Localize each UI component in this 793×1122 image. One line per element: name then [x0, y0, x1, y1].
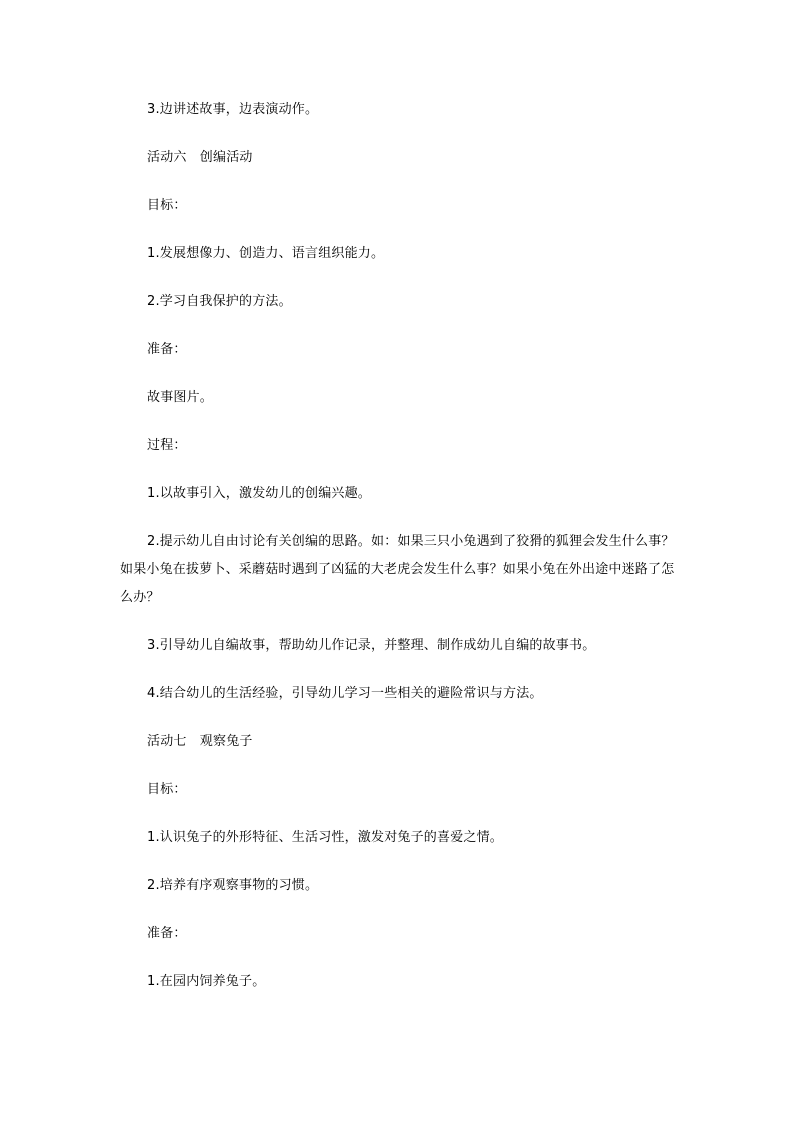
- text-line: 3.引导幼儿自编故事，帮助幼儿作记录，并整理、制作成幼儿自编的故事书。: [147, 638, 596, 653]
- text-line: 如果小兔在拔萝卜、采蘑菇时遇到了凶猛的大老虎会发生什么事？如果小兔在外出途中迷路了怎: [120, 562, 675, 577]
- section-heading: 活动六 创编活动: [147, 150, 253, 165]
- text-line: 么办？: [120, 590, 160, 605]
- subheading-goals: 目标：: [147, 782, 187, 797]
- text-line: 1.发展想像力、创造力、语言组织能力。: [147, 246, 385, 261]
- text-line: 4.结合幼儿的生活经验，引导幼儿学习一些相关的避险常识与方法。: [147, 686, 543, 701]
- subheading-goals: 目标：: [147, 198, 187, 213]
- text-line: 1.在园内饲养兔子。: [147, 974, 266, 989]
- text-line: 1.认识兔子的外形特征、生活习性，激发对兔子的喜爱之情。: [147, 830, 504, 845]
- section-heading: 活动七 观察兔子: [147, 734, 253, 749]
- subheading-preparation: 准备：: [147, 926, 187, 941]
- text-line: 2.培养有序观察事物的习惯。: [147, 878, 319, 893]
- text-line: 2.学习自我保护的方法。: [147, 294, 292, 309]
- text-line: 故事图片。: [147, 390, 214, 405]
- text-line: 1.以故事引入，激发幼儿的创编兴趣。: [147, 486, 372, 501]
- subheading-preparation: 准备：: [147, 342, 187, 357]
- text-line: 3.边讲述故事，边表演动作。: [147, 102, 319, 117]
- subheading-process: 过程：: [147, 438, 187, 453]
- text-line: 2.提示幼儿自由讨论有关创编的思路。如：如果三只小兔遇到了狡猾的狐狸会发生什么事？: [147, 534, 675, 549]
